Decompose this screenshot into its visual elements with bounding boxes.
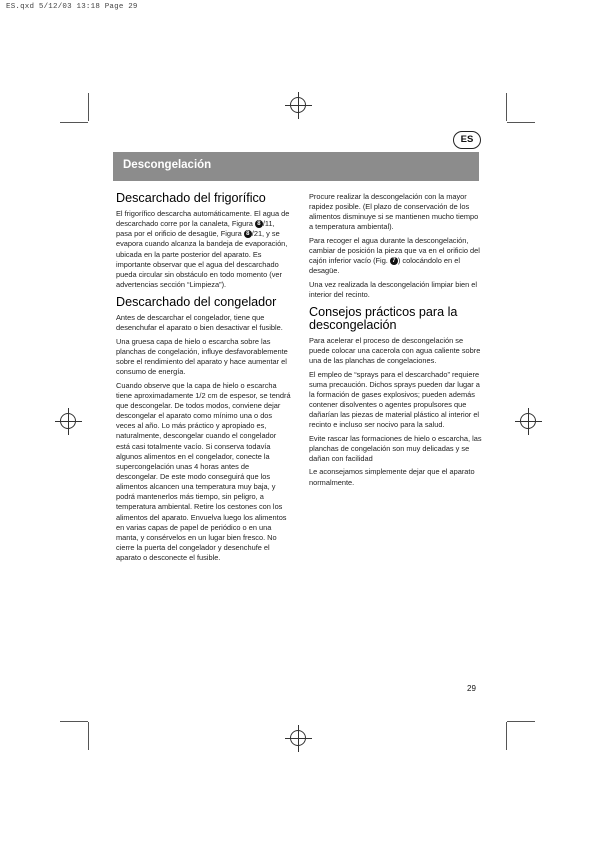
paragraph: El frigorífico descarcha automáticamente. El agua de descarchado corre por la canaleta, Figura 8 /11, pasa por el orificio de desagüe, Figura 8 /21, y se evapora cuando alcanza la bandeja de evaporación, ubicada en la parte posterior del aparato. Es importante observar que el agua del descarchado pueda circular sin obstáculo en todo momento (ver advertencias sección “Limpieza”). [116,209,290,290]
paragraph: Le aconsejamos simplemente dejar que el aparato normalmente. [309,467,475,487]
paragraph: Antes de descarchar el congelador, tiene que desenchufar el aparato o bien desactivar el fusible. [116,313,283,333]
paragraph: Una gruesa capa de hielo o escarcha sobre las planchas de congelación, influye desfavorablemente sobre el rendimiento del aparato y hace aumentar el consumo de energía. [116,336,288,377]
paragraph: Una vez realizada la descongelación limpiar bien el interior del recinto. [309,279,478,299]
paragraph: Evite rascar las formaciones de hielo o escarcha, las planchas de congelación son muy delicadas y se dañan con facilidad [309,433,482,464]
figure-number-icon: 8 [255,220,263,228]
figure-number-icon: 7 [390,257,398,265]
crop-mark [88,722,89,750]
crop-mark [60,721,88,722]
registration-mark-icon [290,97,306,113]
registration-mark-icon [60,413,76,429]
heading-fridge-defrost: Descarchado del frigorífico [116,191,266,205]
language-badge: ES [453,131,481,149]
registration-mark-icon [290,730,306,746]
page-number: 29 [467,684,476,693]
heading-defrost-tips: Consejos prácticos para la descongelación [309,304,458,332]
registration-mark-icon [520,413,536,429]
paragraph: El empleo de “sprays para el descarchado” requiere suma precaución. Dichos sprays pueden dar lugar a la formación de gases explosivos; pueden además contener disolventes o agentes propulsores que dañarían las piezas de material plástico al interior el recinto e incluso ser nocivo para la salud. [309,369,480,430]
section-banner [113,152,479,181]
paragraph: Para acelerar el proceso de descongelación se puede colocar una cacerola con agua caliente sobre una de las planchas de congelaciones. [309,335,481,366]
crop-mark [506,93,507,121]
paragraph: Procure realizar la descongelación con la mayor rapidez posible. (El plazo de conservación de los alimentos disminuye si se mantienen mucho tiempo a temperatura ambiental). [309,192,479,232]
figure-number-icon: 8 [244,230,252,238]
left-column [116,192,291,567]
crop-mark [60,122,88,123]
right-column [309,192,484,491]
heading-freezer-defrost: Descarchado del congelador [116,295,277,310]
crop-mark [88,93,89,121]
crop-mark [507,122,535,123]
section-title: Descongelación [123,159,212,171]
crop-mark [506,722,507,750]
file-slug: ES.qxd 5/12/03 13:18 Page 29 [6,3,138,11]
paragraph: Para recoger el agua durante la descongelación, cambiar de posición la pieza que va en el orificio del cajón inferior vacío (Fig. 7 ) colocándolo en el desagüe. [309,235,480,276]
paragraph: Cuando observe que la capa de hielo o escarcha tiene aproximadamente 1/2 cm de espesor, se tendrá que descongelar. De todos modos, conviene dejar descongelar el aparato como mínimo una o dos veces al año. Lo más práctico y apropiado es, naturalmente, descongelar cuando el congelador está casi totalmente vacío. Si conserva todavía algunos alimentos en el congelador, conecte la supercongelación unas 4 horas antes de descongelar. De este modo conseguirá que los alimentos alcancen una temperatura muy baja, y podrá mantenerlos más tiempo, sin peligro, a temperatura ambiental. Retire los cestones con los alimentos del aparato. Envuelva luego los alimentos en varias capas de papel de periódico o en una manta, y consérvelos en un lugar bien fresco. No cierre la puerta del congelador y desenchufe el aparato o desconecte el fusible. [116,380,291,563]
crop-mark [507,721,535,722]
